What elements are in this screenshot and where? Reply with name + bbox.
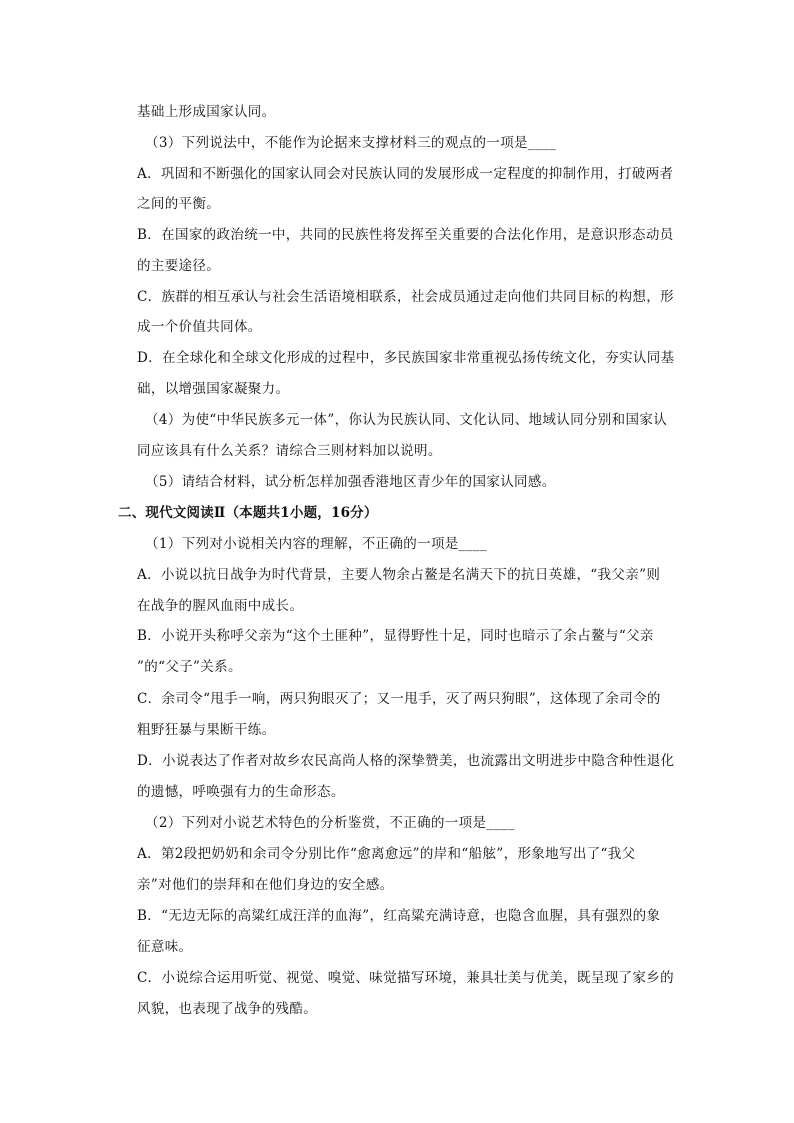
option-d-line-2: 的遗憾，呼唤强有力的生命形态。 (137, 784, 345, 800)
option-a-line-1: A．小说以抗日战争为时代背景，主要人物余占鳌是名满天下的抗日英雄，“我父亲”则 (137, 567, 661, 583)
option-b-line-1: B．“无边无际的高粱红成汪洋的血海”，红高粱充满诗意，也隐含血腥，具有强烈的象 (137, 908, 661, 924)
option-d-line-1: D．小说表达了作者对故乡农民高尚人格的深挚赞美，也流露出文明进步中隐含种性退化 (137, 753, 675, 769)
question-4-line-2: 同应该具有什么关系？请综合三则材料加以说明。 (137, 443, 442, 459)
question-2-stem: （2）下列对小说艺术特色的分析鉴赏，不正确的一项是____ (145, 815, 515, 831)
option-a-line-2: 亲”对他们的崇拜和在他们身边的安全感。 (137, 877, 394, 893)
option-d-line-1: D．在全球化和全球文化形成的过程中，多民族国家非常重视弘扬传统文化，夯实认同基 (137, 350, 675, 366)
option-b-line-1: B．小说开头称呼父亲为“这个土匪种”，显得野性十足，同时也暗示了余占鳌与“父亲 (137, 628, 654, 644)
option-a-line-2: 之间的平衡。 (137, 196, 221, 212)
text-line: 基础上形成国家认同。 (137, 104, 276, 120)
option-c-line-2: 成一个价值共同体。 (137, 319, 262, 335)
question-5: （5）请结合材料，试分析怎样加强香港地区青少年的国家认同感。 (145, 474, 556, 490)
option-c-line-1: C．小说综合运用听觉、视觉、嗅觉、味觉描写环境，兼具壮美与优美，既呈现了家乡的 (137, 970, 674, 986)
question-4-line-1: （4）为使“中华民族多元一体”，你认为民族认同、文化认同、地域认同分别和国家认 (145, 412, 668, 428)
option-b-line-2: 征意味。 (137, 939, 193, 955)
option-a-line-1: A．第2段把奶奶和余司令分别比作“愈离愈远”的岸和“船舷”，形象地写出了“我父 (137, 846, 636, 862)
option-c-line-1: C．余司令“甩手一响，两只狗眼灭了；又一甩手，灭了两只狗眼”，这体现了余司令的 (137, 691, 661, 707)
option-b-line-1: B．在国家的政治统一中，共同的民族性将发挥至关重要的合法化作用，是意识形态动员 (137, 227, 674, 243)
option-a-line-1: A．巩固和不断强化的国家认同会对民族认同的发展形成一定程度的抑制作用，打破两者 (137, 166, 674, 182)
option-d-line-2: 础，以增强国家凝聚力。 (137, 381, 290, 397)
option-b-line-2: ”的“父子”关系。 (137, 659, 242, 675)
option-c-line-1: C．族群的相互承认与社会生活语境相联系，社会成员通过走向他们共同目标的构想，形 (137, 289, 674, 305)
option-c-line-2: 风貌，也表现了战争的残酷。 (137, 1001, 318, 1017)
question-3-stem: （3）下列说法中，不能作为论据来支撑材料三的观点的一项是____ (145, 135, 557, 151)
option-a-line-2: 在战争的腥风血雨中成长。 (137, 598, 304, 614)
option-c-line-2: 粗野狂暴与果断干练。 (137, 722, 276, 738)
option-b-line-2: 的主要途径。 (137, 258, 221, 274)
question-1-stem: （1）下列对小说相关内容的理解，不正确的一项是____ (145, 536, 488, 552)
section-heading: 二、现代文阅读Ⅱ（本题共1小题，16分） (118, 505, 378, 521)
